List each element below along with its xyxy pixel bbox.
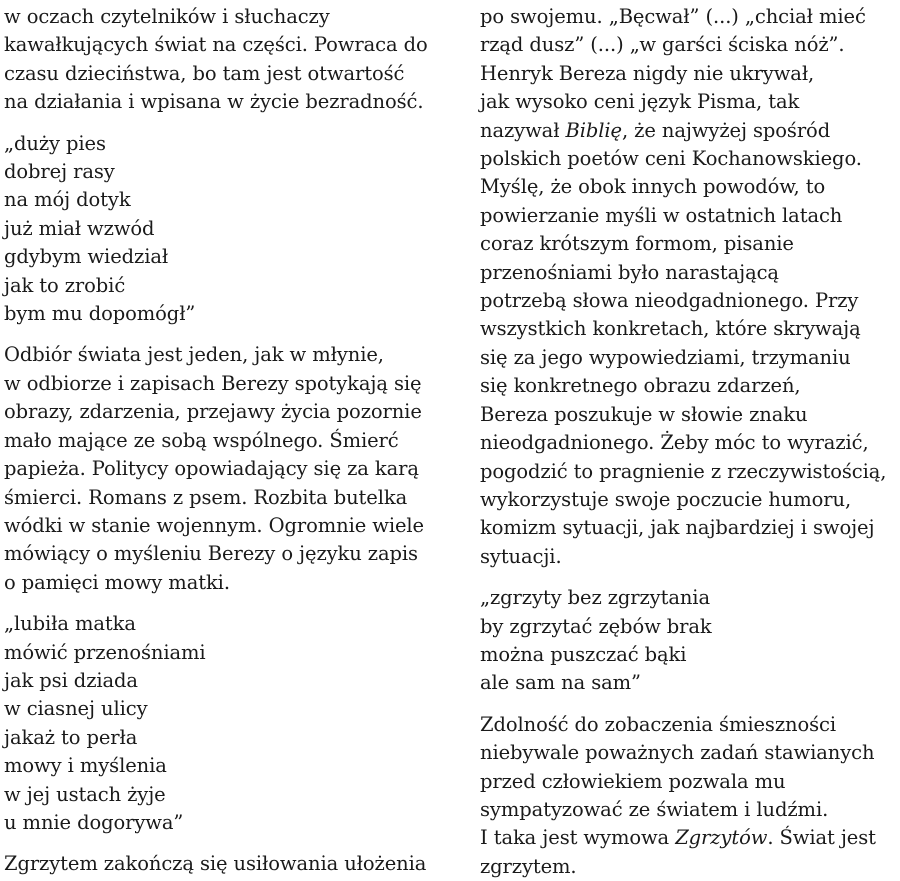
text-line <box>480 824 898 852</box>
paragraph-gap <box>480 698 898 711</box>
poem-line: jak psi dziada <box>4 668 138 692</box>
poem-line: jak to zrobić <box>4 273 126 297</box>
text-line: powierzanie myśli w ostatnich latach <box>480 203 843 227</box>
text-line: zgrzytem. <box>480 854 577 878</box>
text-fragment: . Świat jest <box>767 826 876 850</box>
paragraph-bereza-language <box>480 3 898 571</box>
text-line: mówiący o myśleniu Berezy o języku zapis <box>4 542 418 566</box>
paragraph-gap <box>480 571 898 584</box>
text-line: Henryk Bereza nigdy nie ukrywał, <box>480 61 815 85</box>
paragraph-intro <box>4 3 450 117</box>
text-line: potrzebą słowa nieodgadnionego. Przy <box>480 289 859 313</box>
text-line: pogodzić to pragnienie z rzeczywistością, <box>480 459 887 483</box>
text-line: w odbiorze i zapisach Berezy spotykają się <box>4 371 422 395</box>
poem-line: by zgrzytać zębów brak <box>480 614 712 638</box>
text-line: mało mające ze sobą wspólnego. Śmierć <box>4 428 399 452</box>
text-line: niebywale poważnych zadań stawianych <box>480 741 875 765</box>
text-line <box>480 117 898 145</box>
poem-quote-grating <box>480 584 898 698</box>
text-line: coraz krótszym formom, pisanie <box>480 232 794 256</box>
text-line: Myślę, że obok innych powodów, to <box>480 175 826 199</box>
poem-quote-dog <box>4 130 450 329</box>
poem-quote-mother <box>4 610 450 837</box>
poem-line: dobrej rasy <box>4 160 115 184</box>
text-line: wszystkich konkretach, które skrywają <box>480 317 861 341</box>
poem-line: w jej ustach żyje <box>4 782 166 806</box>
italic-title-biblia: Biblię <box>565 118 622 142</box>
text-line: komizm sytuacji, jak najbardziej i swojej <box>480 516 875 540</box>
text-line: sympatyzować ze światem i ludźmi. <box>480 797 829 821</box>
text-line: sytuacji. <box>480 544 562 568</box>
text-line: Odbiór świata jest jeden, jak w młynie, <box>4 343 384 367</box>
text-line: wódki w stanie wojennym. Ogromnie wiele <box>4 513 424 537</box>
text-line: na działania i wpisana w życie bezradność. <box>4 90 424 114</box>
text-line: przed człowiekiem pozwala mu <box>480 769 786 793</box>
text-line: obrazy, zdarzenia, przejawy życia pozornie <box>4 400 422 424</box>
paragraph-world-reception <box>4 341 450 597</box>
paragraph-grating-start <box>4 850 450 878</box>
text-line: przenośniami było narastającą <box>480 260 779 284</box>
poem-line: w ciasnej ulicy <box>4 697 148 721</box>
paragraph-gap <box>4 117 450 130</box>
text-line: kawałkujących świat na części. Powraca do <box>4 33 428 57</box>
text-line: polskich poetów ceni Kochanowskiego. <box>480 147 862 171</box>
poem-line: na mój dotyk <box>4 188 131 212</box>
left-column <box>4 3 450 879</box>
text-line: wykorzystuje swoje poczucie humoru, <box>480 487 852 511</box>
text-line: po swojemu. „Bęcwał” (...) „chciał mieć <box>480 5 866 28</box>
poem-line: jakaż to perła <box>4 725 138 749</box>
text-line: rząd dusz” (...) „w garści ściska nóż”. <box>480 33 845 57</box>
text-line: jak wysoko ceni język Pisma, tak <box>480 90 800 114</box>
italic-title-zgrzyty: Zgrzytów <box>675 826 768 850</box>
paragraph-gap <box>4 597 450 610</box>
poem-line: można puszczać bąki <box>480 642 687 666</box>
paragraph-conclusion <box>480 711 898 881</box>
text-line: śmierci. Romans z psem. Rozbita butelka <box>4 485 408 509</box>
text-fragment: I taka jest wymowa <box>480 826 676 850</box>
text-fragment: , że najwyżej spośród <box>621 118 831 142</box>
text-line: o pamięci mowy matki. <box>4 570 230 594</box>
text-line: się za jego wypowiedziami, trzymaniu <box>480 345 851 369</box>
text-line: Zdolność do zobaczenia śmieszności <box>480 712 836 736</box>
poem-line: „lubiła matka <box>4 612 136 636</box>
poem-line: „zgrzyty bez zgrzytania <box>480 586 710 610</box>
text-line: papieża. Politycy opowiadający się za karą <box>4 457 419 481</box>
poem-line: u mnie dogorywa” <box>4 810 184 834</box>
poem-line: mówić przenośniami <box>4 640 206 664</box>
poem-line: „duży pies <box>4 131 106 155</box>
paragraph-gap <box>4 837 450 850</box>
text-line: Zgrzytem zakończą się usiłowania ułożenia <box>4 852 427 876</box>
poem-line: gdybym wiedział <box>4 245 169 269</box>
poem-line: bym mu dopomógł” <box>4 302 196 326</box>
text-line: Bereza poszukuje w słowie znaku <box>480 402 808 426</box>
text-line: w oczach czytelników i słuchaczy <box>4 5 330 28</box>
text-line: czasu dzieciństwa, bo tam jest otwartość <box>4 61 405 85</box>
text-line: się konkretnego obrazu zdarzeń, <box>480 374 801 398</box>
poem-line: mowy i myślenia <box>4 754 167 778</box>
poem-line: już miał wzwód <box>4 216 155 240</box>
text-fragment: nazywał <box>480 118 566 142</box>
right-column <box>480 3 898 881</box>
poem-line: ale sam na sam” <box>480 671 641 695</box>
text-line: nieodgadnionego. Żeby móc to wyrazić, <box>480 431 869 455</box>
paragraph-gap <box>4 328 450 341</box>
